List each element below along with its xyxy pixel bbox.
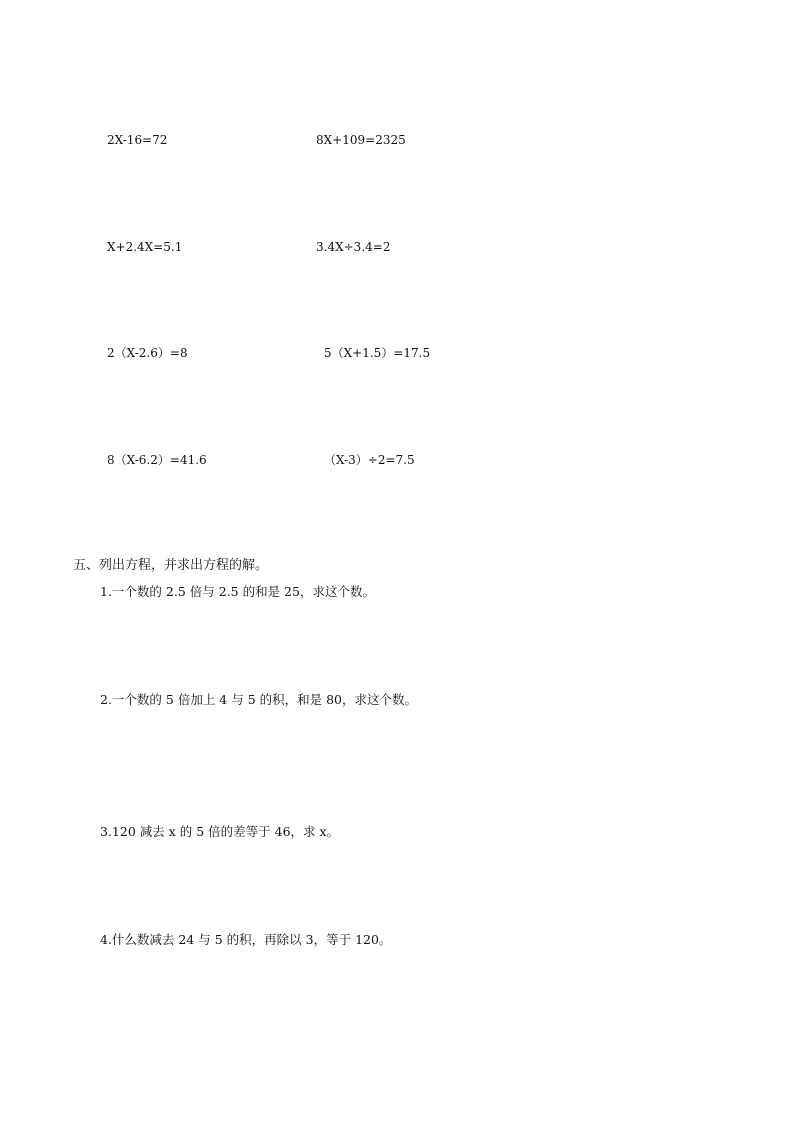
word-problem-4: 4.什么数减去 24 与 5 的积，再除以 3，等于 120。 [100, 932, 392, 947]
equation-3-right: 5（X+1.5）=17.5 [324, 346, 431, 360]
word-problem-3: 3.120 减去 x 的 5 倍的差等于 46，求 x。 [100, 824, 340, 839]
equation-3-left: 2（X-2.6）=8 [107, 346, 188, 360]
word-problem-1: 1.一个数的 2.5 倍与 2.5 的和是 25，求这个数。 [100, 584, 375, 599]
equation-2-right: 3.4X÷3.4=2 [316, 240, 391, 254]
equation-1-left: 2X-16=72 [107, 133, 168, 147]
equation-1-right: 8X+109=2325 [316, 133, 406, 147]
equation-4-right: （X-3）÷2=7.5 [324, 453, 415, 467]
word-problem-2: 2.一个数的 5 倍加上 4 与 5 的积，和是 80，求这个数。 [100, 692, 418, 707]
equation-4-left: 8（X-6.2）=41.6 [107, 453, 207, 467]
section-5-heading: 五、列出方程，并求出方程的解。 [73, 558, 269, 573]
equation-2-left: X+2.4X=5.1 [107, 240, 183, 254]
